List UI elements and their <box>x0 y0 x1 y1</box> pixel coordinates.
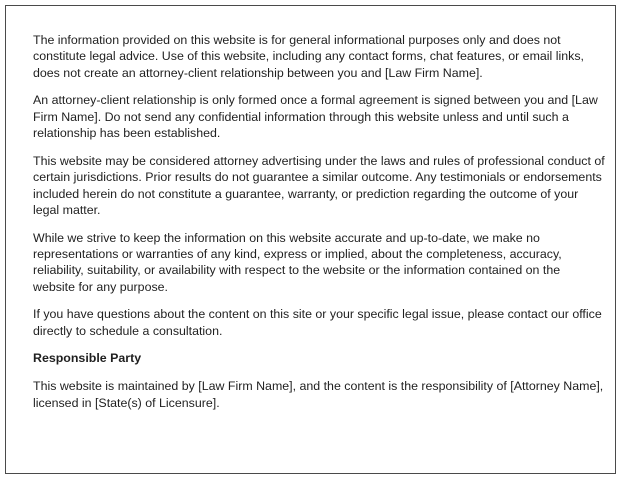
disclaimer-paragraph-advertising: This website may be considered attorney advertising under the laws and rules of professional conduct of certain jurisdictions. Prior results do not guarantee a similar outcome. Any testimonials or endorsements included herein do not constitute a guarantee, warranty, or prediction regarding the outcome of your legal matter. <box>33 153 605 218</box>
disclaimer-paragraph-contact: If you have questions about the content on this site or your specific legal issue, please contact our office directly to schedule a consultation. <box>33 307 602 338</box>
disclaimer-paragraph-accuracy: While we strive to keep the information on this website accurate and up-to-date, we make no representations or warranties of any kind, express or implied, about the completeness, accuracy, reliability, suitability, or availability with respect to the website or the information contained on the website for any purpose. <box>33 230 562 294</box>
disclaimer-paragraph-general-info: The information provided on this website is for general informational purposes only and does not constitute legal advice. Use of this website, including any contact forms, chat features, or email links, does not create an attorney-client relationship between you and [Law Firm Name]. <box>33 33 584 80</box>
responsible-party-heading: Responsible Party <box>33 351 142 366</box>
disclaimer-panel <box>5 5 616 474</box>
responsible-party-text: This website is maintained by [Law Firm Name], and the content is the responsibility of [Attorney Name], licensed in [State(s) of Licensure]. <box>33 379 604 410</box>
disclaimer-paragraph-attorney-client: An attorney-client relationship is only formed once a formal agreement is signed between you and [Law Firm Name]. Do not send any confidential information through this website unless and until such a relationship has been established. <box>33 93 598 141</box>
disclaimer-content <box>33 32 605 422</box>
